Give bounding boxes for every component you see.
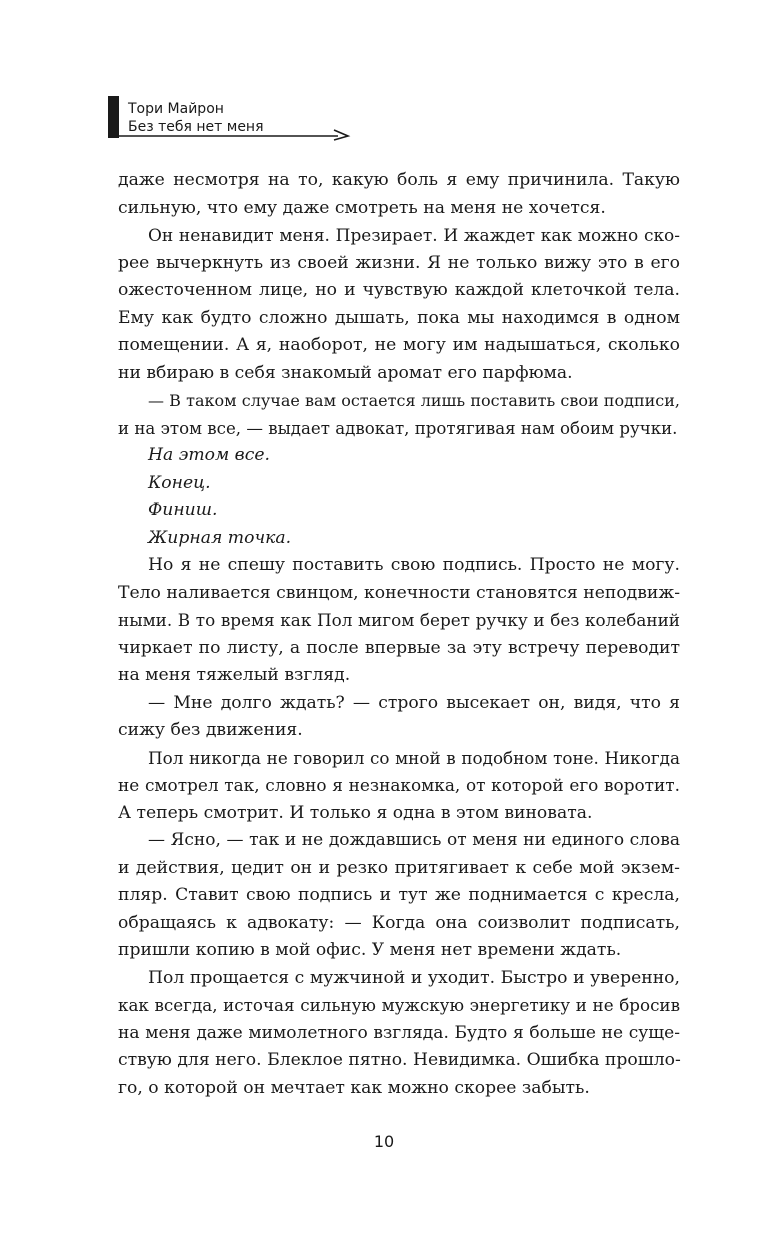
text-line: даже несмотря на то, какую боль я ему причинила. Такую	[118, 170, 680, 190]
text-line: на меня тяжелый взгляд.	[118, 665, 351, 685]
text-line: Ему как будто сложно дышать, пока мы находимся в одном	[118, 307, 680, 328]
text-line: как всегда, источая сильную мужскую энергетику и не бросив	[118, 995, 680, 1015]
text-line: ными. В то время как Пол мигом берет ручку и без колебаний	[118, 610, 680, 630]
text-line: — В таком случае вам остается лишь поставить свои подписи,	[148, 391, 680, 410]
italic-line: Финиш.	[148, 500, 218, 520]
body-text	[118, 167, 680, 1102]
text-line: пришли копию в мой офис. У меня нет времени ждать.	[118, 940, 622, 960]
text-line: на меня даже мимолетного взгляда. Будто я больше не суще-	[118, 1022, 680, 1043]
text-line: Он ненавидит меня. Презирает. И жаждет как можно ско-	[148, 225, 680, 245]
running-head-author: Тори Майрон	[128, 101, 224, 117]
text-line: — Ясно, — так и не дождавшись от меня ни единого слова	[148, 830, 680, 850]
text-line: Пол никогда не говорил со мной в подобном тоне. Никогда	[148, 747, 680, 768]
text-line: не смотрел так, словно я незнакомка, от которой его воротит.	[118, 775, 680, 795]
text-line: рее вычеркнуть из своей жизни. Я не только вижу это в его	[118, 252, 680, 273]
italic-line: Конец.	[148, 472, 211, 493]
text-line: и на этом все, — выдает адвокат, протягивая нам обоим ручки.	[118, 418, 678, 438]
running-head	[108, 96, 348, 142]
text-line: ожесточенном лице, но и чувствую каждой клеточкой тела.	[118, 280, 680, 300]
text-line: и действия, цедит он и резко притягивает к себе мой экзем-	[118, 857, 680, 878]
text-line: помещении. А я, наоборот, не могу им надышаться, сколько	[118, 335, 680, 355]
text-line: Тело наливается свинцом, конечности становятся неподвиж-	[118, 582, 680, 603]
running-head-rule	[116, 128, 352, 142]
italic-line: Жирная точка.	[148, 527, 292, 548]
text-line: А теперь смотрит. И только я одна в этом виновата.	[118, 802, 593, 823]
text-line: чиркает по листу, а после впервые за эту встречу переводит	[118, 637, 680, 658]
text-line: ствую для него. Блеклое пятно. Невидимка. Ошибка прошло-	[118, 1050, 681, 1070]
text-line: Пол прощается с мужчиной и уходит. Быстро и уверенно,	[148, 967, 680, 988]
page-number: 10	[373, 1132, 395, 1151]
text-line: пляр. Ставит свою подпись и тут же поднимается с кресла,	[118, 885, 680, 905]
text-line: ни вбираю в себя знакомый аромат его парфюма.	[118, 362, 573, 383]
text-line: го, о которой он мечтает как можно скорее забыть.	[118, 1077, 590, 1098]
running-head-title: Без тебя нет меня	[128, 119, 264, 135]
text-line: обращаясь к адвокату: — Когда она соизволит подписать,	[118, 912, 680, 933]
text-line: сильную, что ему даже смотреть на меня не хочется.	[118, 197, 606, 218]
text-line: — Мне долго ждать? — строго высекает он, видя, что я	[148, 692, 680, 713]
italic-line: На этом все.	[148, 445, 270, 465]
text-line: сижу без движения.	[118, 720, 303, 740]
text-line: Но я не спешу поставить свою подпись. Просто не могу.	[148, 555, 680, 575]
